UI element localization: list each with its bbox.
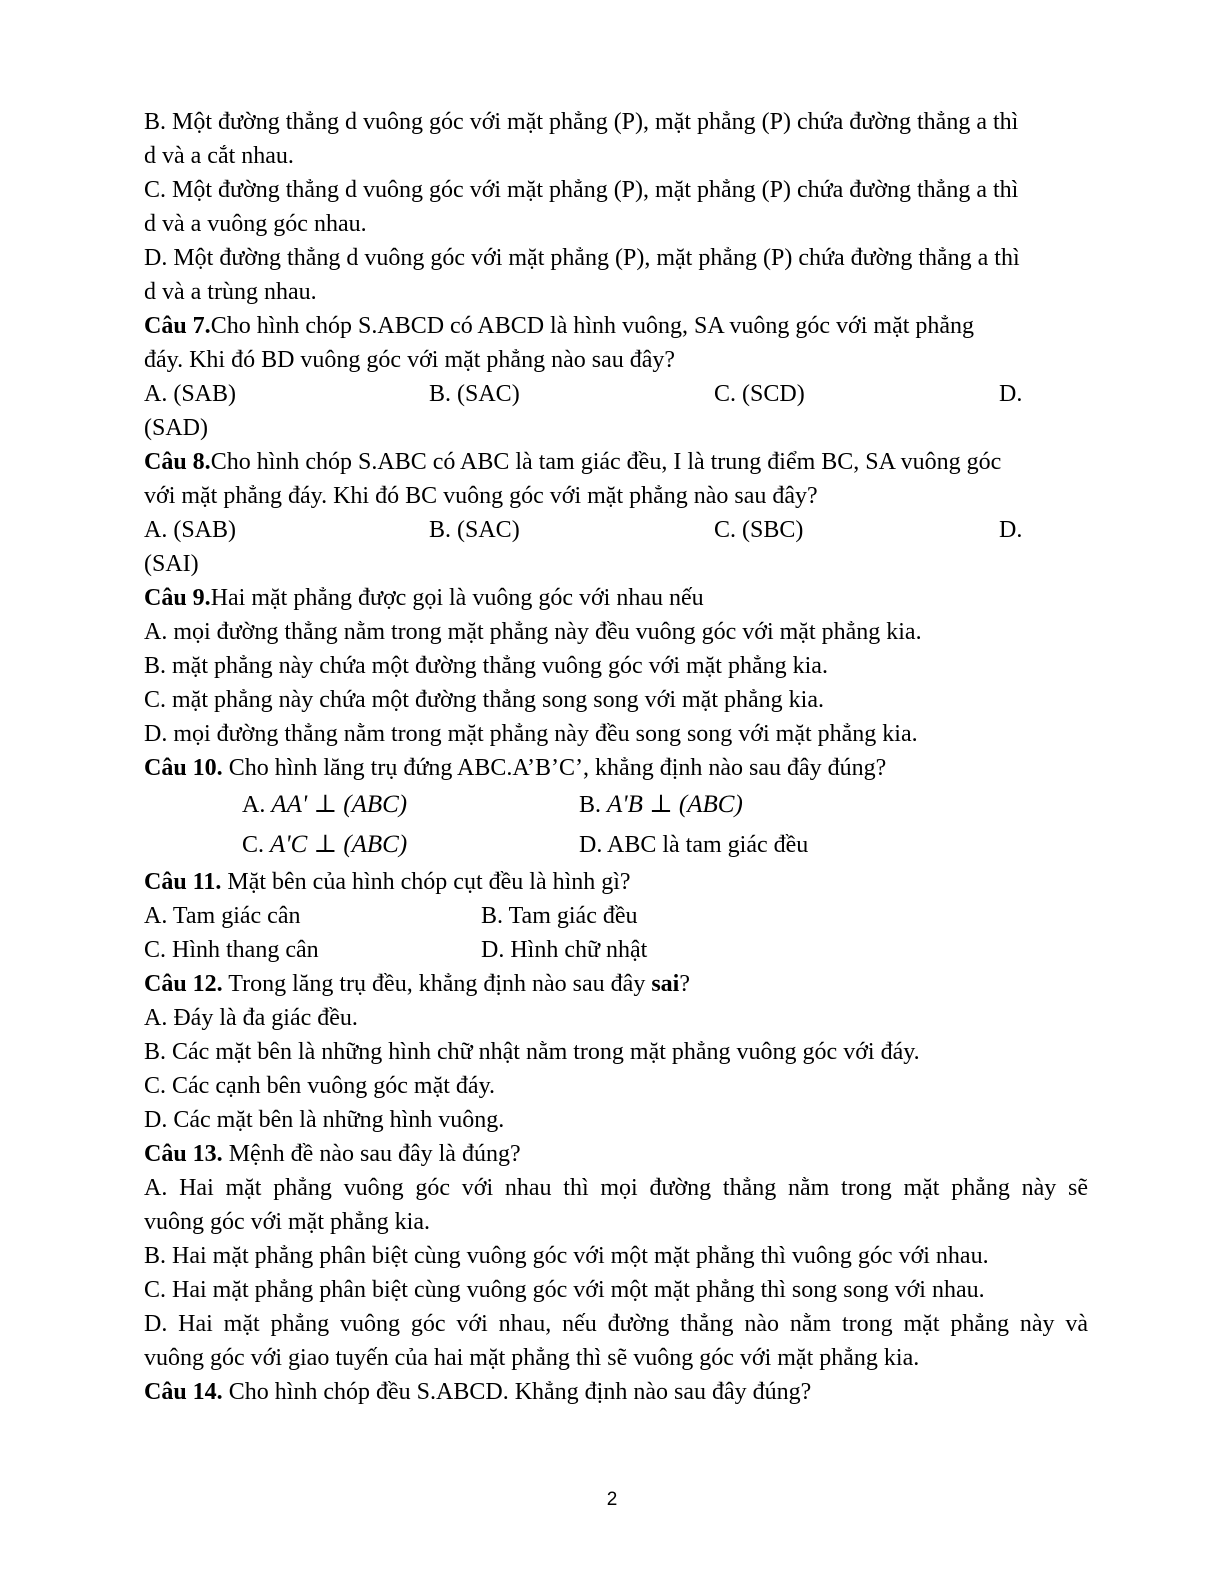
option-c: C. Các cạnh bên vuông góc mặt đáy.: [144, 1073, 496, 1099]
question-10: [144, 751, 1088, 785]
question-label: Câu 11.: [144, 869, 222, 895]
question-7-options: [144, 377, 1088, 411]
option-d-value: (SAD): [144, 415, 208, 441]
question-11-options-ab: [144, 899, 1088, 933]
question-label: Câu 12.: [144, 971, 223, 997]
option-c: C. Hai mặt phẳng phân biệt cùng vuông góc với một mặt phẳng thì song song với nhau.: [144, 1277, 985, 1303]
option-d-cont: vuông góc với giao tuyến của hai mặt phẳng thì sẽ vuông góc với mặt phẳng kia.: [144, 1345, 920, 1371]
question-text: Trong lăng trụ đều, khẳng định nào sau đây: [222, 971, 652, 997]
option-c: C. Hình thang cân: [144, 937, 319, 963]
question-7-cont: đáy. Khi đó BD vuông góc với mặt phẳng nào sau đây?: [144, 347, 676, 373]
math-expression: AA' ⊥ (ABC): [271, 791, 408, 818]
option-b: B. mặt phẳng này chứa một đường thẳng vuông góc với mặt phẳng kia.: [144, 653, 828, 679]
option-c-line-cont: d và a vuông góc nhau.: [144, 211, 367, 237]
option-prefix: C.: [242, 832, 271, 858]
math-expression: A'B ⊥ (ABC): [607, 791, 743, 818]
emphasis-word: sai: [651, 971, 680, 997]
option-prefix: A.: [242, 792, 272, 818]
question-10-options-ab: [144, 785, 1088, 825]
question-end: ?: [679, 971, 690, 997]
option-b-line-cont: d và a cắt nhau.: [144, 143, 294, 169]
question-9: [144, 581, 1088, 615]
question-text: Hai mặt phẳng được gọi là vuông góc với nhau nếu: [210, 585, 704, 611]
question-8-cont: với mặt phẳng đáy. Khi đó BC vuông góc với mặt phẳng nào sau đây?: [144, 483, 818, 509]
option-d: D.: [999, 517, 1023, 543]
option-b: B. Tam giác đều: [481, 903, 638, 929]
question-8: [144, 445, 1088, 479]
option-c: C. (SBC): [714, 517, 804, 543]
option-b: B. (SAC): [429, 517, 520, 543]
question-text: Cho hình chóp S.ABCD có ABCD là hình vuông, SA vuông góc với mặt phẳng: [210, 313, 975, 339]
option-d-line-cont: d và a trùng nhau.: [144, 279, 317, 305]
question-text: Cho hình chóp S.ABC có ABC là tam giác đều, I là trung điểm BC, SA vuông góc: [210, 449, 1002, 475]
option-a: A. Đáy là đa giác đều.: [144, 1005, 358, 1031]
option-c: [242, 825, 579, 865]
option-d: D. Hình chữ nhật: [481, 937, 648, 963]
question-text: Mặt bên của hình chóp cụt đều là hình gì?: [221, 869, 631, 895]
option-b: B. Các mặt bên là những hình chữ nhật nằm trong mặt phẳng vuông góc với đáy.: [144, 1039, 920, 1065]
option-b-line: B. Một đường thẳng d vuông góc với mặt phẳng (P), mặt phẳng (P) chứa đường thẳng a thì: [144, 109, 1019, 135]
question-label: Câu 9.: [144, 585, 211, 611]
option-d-value: (SAI): [144, 551, 199, 577]
question-text: Cho hình chóp đều S.ABCD. Khẳng định nào sau đây đúng?: [222, 1379, 812, 1405]
question-7: [144, 309, 1088, 343]
option-a: [242, 785, 579, 825]
option-d: D. Hai mặt phẳng vuông góc với nhau, nếu đường thẳng nào nằm trong mặt phẳng này và: [144, 1311, 1088, 1337]
question-10-options-cd: [144, 825, 1088, 865]
question-label: Câu 7.: [144, 313, 211, 339]
option-d: D. ABC là tam giác đều: [579, 832, 809, 858]
question-14: [144, 1375, 1088, 1409]
option-d: D.: [999, 381, 1023, 407]
option-a-cont: vuông góc với mặt phẳng kia.: [144, 1209, 430, 1235]
question-label: Câu 10.: [144, 755, 223, 781]
question-label: Câu 8.: [144, 449, 211, 475]
question-12: [144, 967, 1088, 1001]
option-a: A. (SAB): [144, 517, 237, 543]
option-b: [579, 785, 916, 825]
option-c-line: C. Một đường thẳng d vuông góc với mặt phẳng (P), mặt phẳng (P) chứa đường thẳng a thì: [144, 177, 1019, 203]
option-b: B. (SAC): [429, 381, 520, 407]
option-b: B. Hai mặt phẳng phân biệt cùng vuông góc với một mặt phẳng thì vuông góc với nhau.: [144, 1243, 989, 1269]
option-a: A. Tam giác cân: [144, 903, 301, 929]
question-label: Câu 14.: [144, 1379, 223, 1405]
option-a: A. mọi đường thẳng nằm trong mặt phẳng này đều vuông góc với mặt phẳng kia.: [144, 619, 922, 645]
math-expression: A'C ⊥ (ABC): [270, 831, 408, 858]
question-label: Câu 13.: [144, 1141, 223, 1167]
option-d: D. Các mặt bên là những hình vuông.: [144, 1107, 505, 1133]
question-11-options-cd: [144, 933, 1088, 967]
question-13: [144, 1137, 1088, 1171]
option-d-line: D. Một đường thẳng d vuông góc với mặt phẳng (P), mặt phẳng (P) chứa đường thẳng a thì: [144, 245, 1020, 271]
question-11: [144, 865, 1088, 899]
option-c: C. (SCD): [714, 381, 805, 407]
question-text: Mệnh đề nào sau đây là đúng?: [222, 1141, 521, 1167]
document-body: [144, 105, 1088, 1409]
option-c: C. mặt phẳng này chứa một đường thẳng song song với mặt phẳng kia.: [144, 687, 824, 713]
page-number: 2: [606, 1489, 618, 1510]
option-a: A. (SAB): [144, 381, 237, 407]
option-prefix: B.: [579, 792, 608, 818]
option-a: A. Hai mặt phẳng vuông góc với nhau thì mọi đường thẳng nằm trong mặt phẳng này sẽ: [144, 1175, 1088, 1201]
question-8-options: [144, 513, 1088, 547]
option-d: D. mọi đường thẳng nằm trong mặt phẳng này đều song song với mặt phẳng kia.: [144, 721, 918, 747]
question-text: Cho hình lăng trụ đứng ABC.A’B’C’, khẳng định nào sau đây đúng?: [222, 755, 887, 781]
